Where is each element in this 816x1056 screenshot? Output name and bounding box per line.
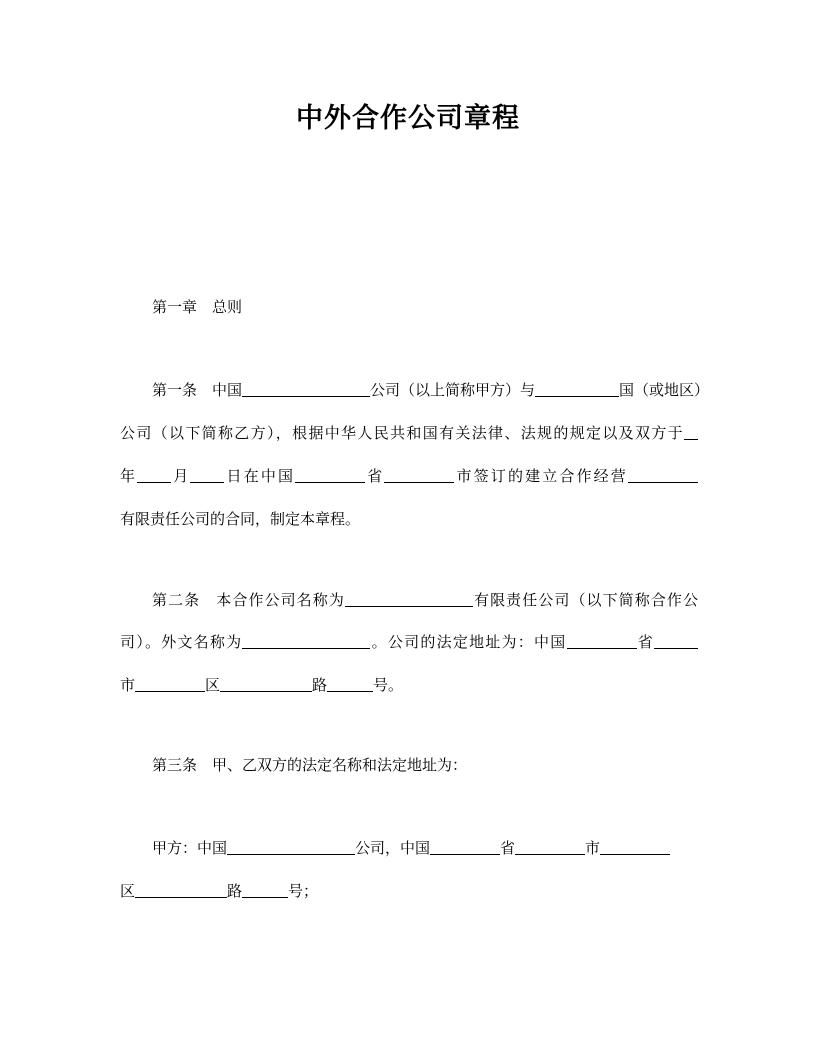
fill-blank (535, 381, 619, 397)
fill-blank (600, 839, 670, 855)
article-1-line-4: 有限责任公司的合同，制定本章程。 (120, 510, 361, 528)
fill-blank (242, 882, 288, 898)
fill-blank (515, 839, 585, 855)
party-a-line-2: 区 路 号； (120, 882, 319, 900)
article-1-line-1: 第一条 中国 公司（以上简称甲方）与 国（或地区） (152, 381, 710, 399)
fill-blank (242, 633, 370, 649)
fill-blank (190, 467, 224, 483)
article-3-line-1: 第三条 甲、乙双方的法定名称和法定地址为： (152, 756, 468, 774)
chapter-heading: 第一章 总则 (152, 298, 243, 316)
fill-blank (345, 591, 473, 607)
fill-blank (327, 676, 373, 692)
fill-blank (384, 467, 454, 483)
fill-blank (227, 839, 355, 855)
article-2-line-1: 第二条 本合作公司名称为 有限责任公司（以下简称合作公 (152, 591, 698, 609)
document-title: 中外合作公司章程 (296, 103, 520, 134)
fill-blank (220, 676, 312, 692)
fill-blank (135, 676, 205, 692)
fill-blank (430, 839, 500, 855)
fill-blank (135, 882, 227, 898)
fill-blank (684, 424, 698, 440)
fill-blank (137, 467, 171, 483)
article-1-line-2: 公司（以下简称乙方），根据中华人民共和国有关法律、法规的规定以及双方于 (120, 423, 698, 443)
fill-blank (295, 467, 365, 483)
fill-blank (567, 633, 637, 649)
fill-blank (242, 381, 370, 397)
fill-blank (654, 633, 698, 649)
article-2-line-3: 市 区 路 号。 (120, 676, 404, 694)
article-2-line-2: 司）。外文名称为 。公司的法定地址为：中国 省 (120, 632, 698, 652)
fill-blank (628, 467, 698, 483)
party-a-line-1: 甲方：中国 公司，中国 省 市 (152, 838, 698, 858)
article-1-line-3: 年 月 日在中国 省 市签订的建立合作经营 (120, 466, 698, 486)
